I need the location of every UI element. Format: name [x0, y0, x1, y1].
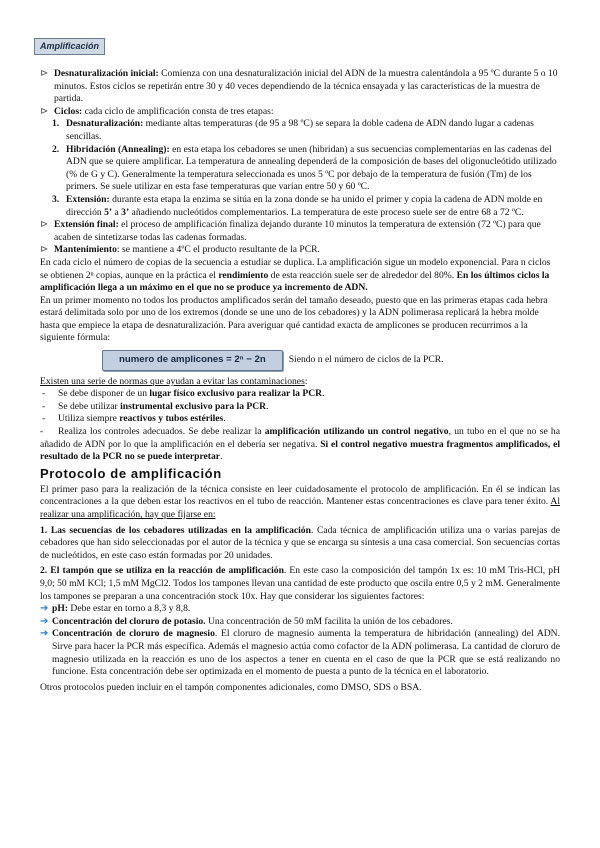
substep-extension	[40, 194, 560, 219]
step-title: Desnaturalización inicial:	[54, 68, 159, 79]
substep-title: Hibridación (Annealing):	[66, 143, 170, 155]
item-text: . En este caso la composición del tampón 1x es: 10 mM Tris-HCl, pH 9,0; 50 mM KCl; 1,5 mM MgCl2. Todos los tampones llevan una cantidad de este producto que oscila entre 0,5 y 2 mM. Generalmente los tampones se preparan a una concentración stock 10x. Hay que considerar los siguientes factores:	[40, 565, 560, 602]
rule-bold: lugar físico exclusivo para realizar la PCR	[149, 388, 323, 400]
substep-annealing	[40, 144, 560, 194]
step-text: cada ciclo de amplificación consta de tres etapas:	[82, 105, 274, 117]
rule-text: Se debe disponer de un	[58, 388, 150, 400]
colon: :	[304, 375, 308, 387]
intro-underlined: Existen una serie de normas que ayudan a evitar las contaminaciones	[40, 375, 305, 387]
substep-title: Extensión:	[66, 193, 110, 205]
step-text: Comienza con una desnaturalización inicial del ADN de la muestra calentándola a 95 ºC durante 5 o 10 minutos. Estos ciclos se repetirán entre 30 y 40 veces dependiendo de la técnica ensayada y las características de la muestra de partida.	[54, 68, 558, 105]
arrow-right-icon: ➔	[40, 615, 49, 627]
substep-text: mediante altas temperaturas (de 95 a 98 ºC) se separa la doble cadena de ADN dando lugar a cadenas sencillas.	[66, 118, 534, 142]
para-text: En cada ciclo el número de copias de la secuencia a estudiar se duplica. La amplificación sigue un modelo exponencial. Para n ciclos se obtienen 2ⁿ copias, aunque en la práctica el	[40, 256, 551, 281]
amplicon-formula: numero de amplicones = 2ⁿ − 2n	[102, 350, 283, 371]
direction-5: 5’	[104, 206, 113, 218]
rule-text: .	[322, 388, 325, 400]
step-text: : se mantiene a 4ºC el producto resultante de la PCR.	[116, 244, 320, 256]
step-maintenance	[40, 244, 560, 257]
protocol-intro	[40, 484, 560, 522]
arrow-right-icon: ➔	[40, 603, 49, 615]
factor-kcl	[40, 616, 560, 629]
protocol-other: Otros protocolos pueden incluir en el tampón componentes adicionales, como DMSO, SDS o BSA.	[40, 681, 422, 693]
formula-note: Siendo n el número de ciclos de la PCR.	[288, 354, 444, 366]
item-title: 2. El tampón que se utiliza en la reacción de amplificación	[40, 565, 284, 577]
factor-magnesium	[40, 628, 560, 678]
rule-item	[40, 413, 560, 426]
substep-denaturation	[40, 118, 560, 143]
step-title: Ciclos:	[54, 105, 83, 117]
bullet-icon: ⊳	[40, 244, 49, 256]
rule-text: .	[266, 400, 269, 412]
substep-title: Desnaturalización:	[66, 118, 144, 130]
factor-text: . El cloruro de magnesio aumenta la temperatura de hibridación (annealing) del ADN. Sirve para hacer la PCR más específica. Además el magnesio actúa como cofactor de la ADN polimerasa. La cantidad de cloruro de magnesio utilizada en la reacción es uno de los aspectos a tener en cuenta en el caso de que la PCR que se está realizando no funcione. Esta concentración debe ser optimizada en el momento de puesta a punto de la técnica en el laboratorio.	[52, 628, 561, 678]
protocol-item-primers	[40, 525, 560, 563]
rule-item	[40, 388, 560, 401]
formula-row	[40, 350, 560, 371]
rule-text: Utiliza siempre	[58, 413, 120, 425]
dash: -	[42, 413, 46, 425]
section-tag: Amplificación	[34, 38, 105, 55]
dash: -	[40, 426, 44, 438]
intro-underlined: Al realizar una amplificación, hay que fijarse en:	[40, 496, 560, 520]
rule-text: Realiza los controles adecuados. Se debe realizar la	[58, 426, 265, 438]
substep-text: añadiendo nucleótidos complementarios. La temperatura de este proceso suele ser de entre 68 a 72 ºC.	[129, 206, 524, 218]
step-text: el proceso de amplificación finaliza dejando durante 10 minutos la temperatura de extensión (72 ºC) para que acaben de sintetizarse todas las cadenas formadas.	[54, 219, 541, 243]
dash: -	[42, 400, 46, 412]
item-title: 1. Las secuencias de los cebadores utilizadas en la amplificación	[40, 524, 311, 536]
factor-text: Una concentración de 50 mM facilita la unión de los cebadores.	[205, 615, 453, 627]
para-bold: En los últimos ciclos la amplificación llega a un máximo en el que no se produce ya incremento de ADN.	[40, 269, 550, 294]
factor-title: Concentración del cloruro de potasio.	[52, 615, 206, 627]
rule-bold: Si el control negativo muestra fragmentos amplificados, el resultado de la PCR no se puede interpretar	[40, 438, 560, 463]
rule-item	[40, 426, 560, 464]
bullet-icon: ⊳	[40, 105, 49, 117]
arrow-right-icon: ➔	[40, 628, 49, 640]
step-title: Extensión final:	[54, 219, 119, 231]
item-text: . Cada técnica de amplificación utiliza una o varias parejas de cebadores que han sido seleccionadas por el autor de la técnica y que se encarga su síntesis a una casa comercial. Son secuencias cortas de nucleótidos, en este caso están formadas por 20 unidades.	[40, 524, 561, 561]
para-text: de esta reacción suele ser de alrededor del 80%.	[268, 269, 457, 281]
substep-text: a	[112, 206, 122, 218]
pcr-steps	[40, 68, 560, 694]
para-text: El primer paso para la realización de la técnica consiste en leer cuidadosamente el protocolo de amplificación. En él se indican las concentraciones a la que deben estar los reactivos en el tubo de reacción. Mantener estas concentraciones es clave para tener éxito.	[40, 483, 560, 508]
keyword-rendimiento: rendimiento	[218, 269, 269, 281]
step-final-extension	[40, 219, 560, 244]
section-heading: Protocolo de amplificación	[40, 465, 222, 481]
substep-number: 1.	[52, 118, 60, 130]
direction-3: 3’	[121, 206, 130, 218]
bullet-icon: ⊳	[40, 68, 49, 79]
paragraph-amplicons: En un primer momento no todos los productos amplificados serán del tamaño deseado, puesto que en las primeras etapas cada hebra estará delimitada solo por uno de los extremos (donde se une uno de los cebadores) y la ADN polimerasa replicará la hebra molde hasta que empiece la etapa de desnaturalización. Para averiguar qué cantidad exacta de amplicones se producen recurrimos a la siguiente fórmula:	[40, 294, 548, 344]
rule-text: Se debe utilizar	[58, 400, 121, 412]
rule-bold: amplificación utilizando un control negativo	[264, 426, 449, 438]
paragraph-exponential	[40, 257, 560, 295]
rule-text: .	[220, 451, 223, 463]
protocol-item-buffer	[40, 565, 560, 603]
substep-number: 2.	[52, 143, 60, 155]
step-cycles	[40, 106, 560, 119]
substep-number: 3.	[52, 193, 60, 205]
rule-text: , un tubo en el que no se ha añadido de ADN por lo que la amplificación en el debería ser negativa.	[40, 426, 560, 450]
substep-text: durante esta etapa la enzima se sitúa en la zona donde se ha unido el primer y copia la cadena de ADN molde en dirección	[66, 193, 543, 218]
factor-title: Concentración de cloruro de magnesio	[52, 628, 215, 640]
rule-bold: instrumental exclusivo para la PCR	[120, 400, 267, 412]
rule-bold: reactivos y tubos estériles	[119, 413, 224, 425]
step-denaturation-initial	[40, 68, 560, 106]
dash: -	[42, 388, 46, 400]
contamination-intro	[40, 376, 560, 389]
step-title: Mantenimiento	[54, 244, 117, 256]
factor-text: Debe estar en torno a 8,3 y 8,8.	[68, 603, 191, 615]
substep-text: en esta etapa los cebadores se unen (hibridan) a sus secuencias complementarias en las cadenas del ADN que se quiere amplificar. La temperatura de annealing dependerá de la composición de bases del oligonucleótido utilizado (% de G y C). Generalmente la temperatura seleccionada es unos 5 ºC por debajo de la temperatura de fusión (Tm) de los primers. Se suele utilizar en esta fase temperaturas que varían entre 50 y 60 ºC.	[66, 143, 557, 193]
rule-text: .	[223, 413, 226, 425]
bullet-icon: ⊳	[40, 219, 49, 231]
factor-ph	[40, 603, 560, 616]
factor-title: pH:	[52, 603, 68, 615]
rule-item	[40, 401, 560, 414]
